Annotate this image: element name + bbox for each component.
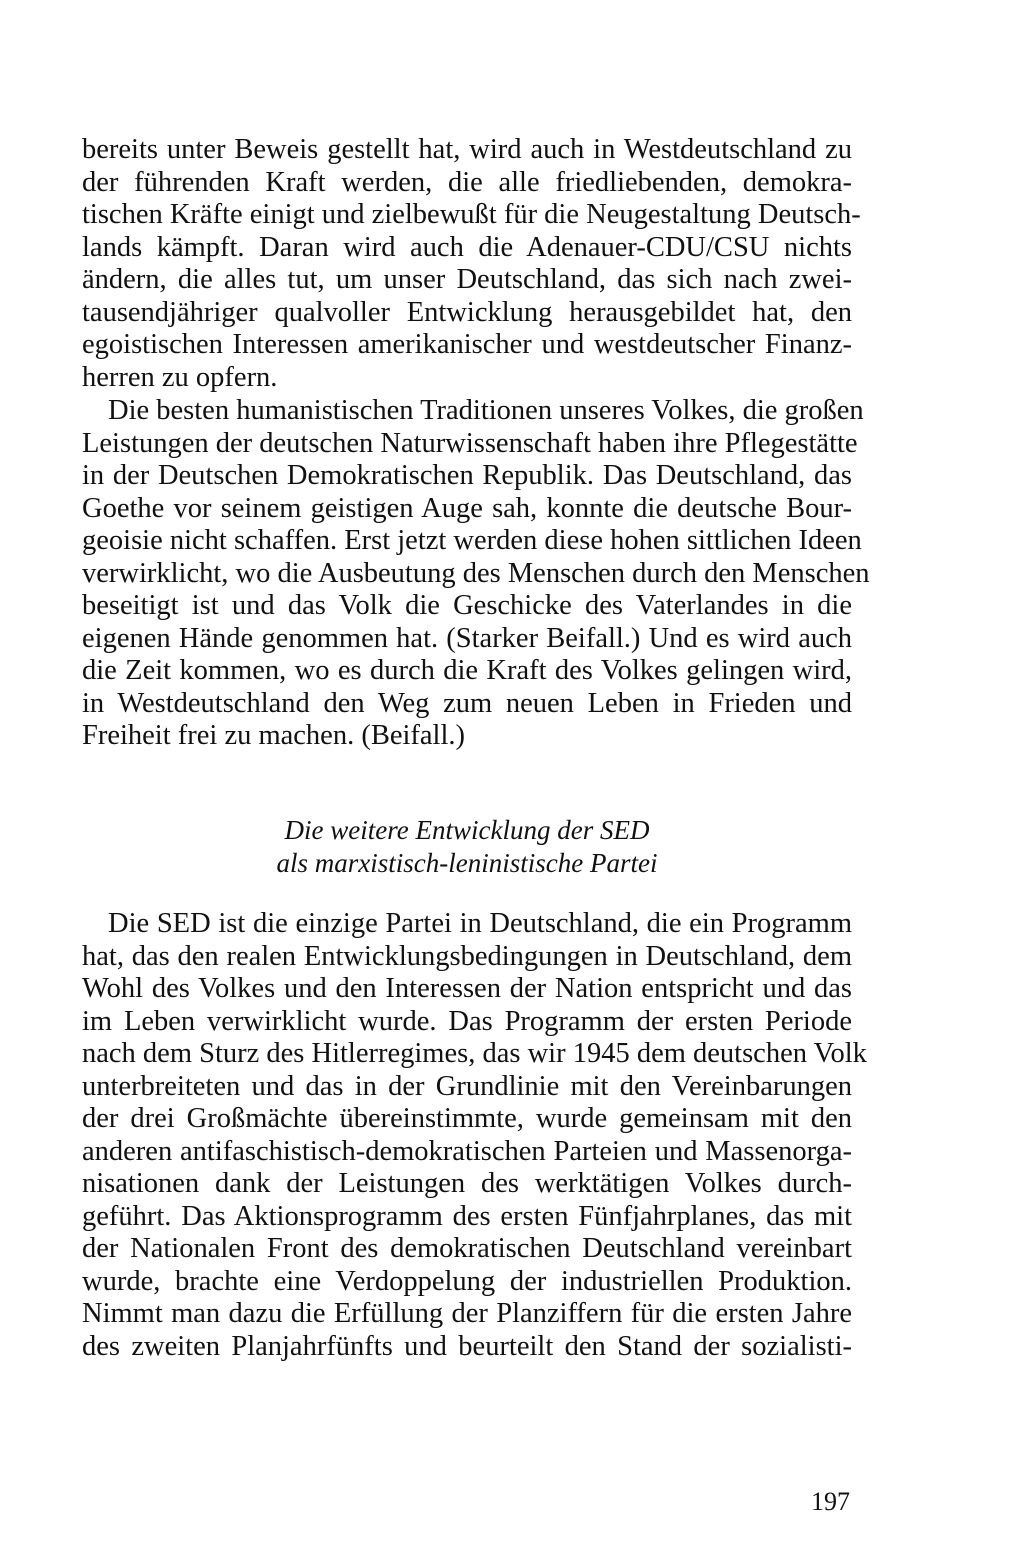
text-line: unterbreiteten und das in der Grundlinie mit den Vereinbarungen (82, 1070, 852, 1102)
text-line: herren zu opfern. (82, 361, 278, 393)
text-line: hat, das den realen Entwicklungsbedingungen in Deutschland, dem (82, 940, 852, 972)
text-line: Nimmt man dazu die Erfüllung der Planziffern für die ersten Jahre (82, 1298, 852, 1329)
text-line: bereits unter Beweis gestellt hat, wird auch in Westdeutschland zu (82, 134, 852, 165)
text-line: die Zeit kommen, wo es durch die Kraft des Volkes gelingen wird, (82, 655, 852, 686)
text-line: nach dem Sturz des Hitlerregimes, das wir 1945 dem deutschen Volk (82, 1038, 867, 1069)
text-line: nisationen dank der Leistungen des werktätigen Volkes durch- (82, 1168, 852, 1199)
text-line: Goethe vor seinem geistigen Auge sah, konnte die deutsche Bour- (82, 492, 852, 524)
text-line: Die SED ist die einzige Partei in Deutschland, die ein Programm (108, 908, 852, 939)
text-line: verwirklicht, wo die Ausbeutung des Menschen durch den Menschen (82, 557, 870, 589)
text-line: wurde, brachte eine Verdoppelung der industriellen Produktion. (82, 1265, 852, 1297)
text-line: Freiheit frei zu machen. (Beifall.) (82, 720, 465, 751)
text-line: Wohl des Volkes und den Interessen der Nation entspricht und das (82, 973, 852, 1004)
text-line: eigenen Hände genommen hat. (Starker Beifall.) Und es wird auch (82, 622, 852, 654)
text-line: geoisie nicht schaffen. Erst jetzt werden diese hohen sittlichen Ideen (82, 525, 862, 556)
text-line: im Leben verwirklicht wurde. Das Programm der ersten Periode (82, 1005, 852, 1037)
paragraph-2 (82, 395, 870, 753)
text-line: anderen antifaschistisch-demokratischen Parteien und Massenorga- (82, 1135, 852, 1167)
text-line: egoistischen Interessen amerikanischer und westdeutscher Finanz- (82, 329, 852, 360)
text-line: Leistungen der deutschen Naturwissenschaft haben ihre Pflegestätte (82, 427, 858, 459)
paragraph-3 (82, 908, 867, 1363)
page-number: 197 (811, 1487, 850, 1516)
text-line: lands kämpft. Daran wird auch die Adenauer-CDU/CSU nichts (82, 231, 852, 263)
section-heading-line-2: als marxistisch-leninistische Partei (276, 848, 658, 878)
text-line: beseitigt ist und das Volk die Geschicke des Vaterlandes in die (82, 590, 852, 621)
text-line: geführt. Das Aktionsprogramm des ersten Fünfjahrplanes, das mit (82, 1200, 852, 1232)
text-line: tischen Kräfte einigt und zielbewußt für die Neugestaltung Deutsch- (82, 199, 861, 230)
text-line: tausendjähriger qualvoller Entwicklung herausgebildet hat, den (82, 296, 852, 328)
section-heading (82, 814, 852, 880)
text-line: des zweiten Planjahrfünfts und beurteilt den Stand der sozialisti- (82, 1330, 852, 1362)
paragraph-1 (82, 134, 861, 394)
text-line: der Nationalen Front des demokratischen Deutschland vereinbart (82, 1233, 852, 1264)
text-line: der führenden Kraft werden, die alle friedliebenden, demokra- (82, 166, 852, 198)
text-line: in der Deutschen Demokratischen Republik. Das Deutschland, das (82, 460, 852, 491)
text-line: der drei Großmächte übereinstimmte, wurde gemeinsam mit den (82, 1103, 852, 1134)
text-line: in Westdeutschland den Weg zum neuen Leben in Frieden und (82, 687, 852, 719)
text-line: Die besten humanistischen Traditionen unseres Volkes, die großen (108, 395, 864, 426)
text-line: ändern, die alles tut, um unser Deutschland, das sich nach zwei- (82, 264, 852, 295)
section-heading-line-1: Die weitere Entwicklung der SED (284, 815, 650, 845)
